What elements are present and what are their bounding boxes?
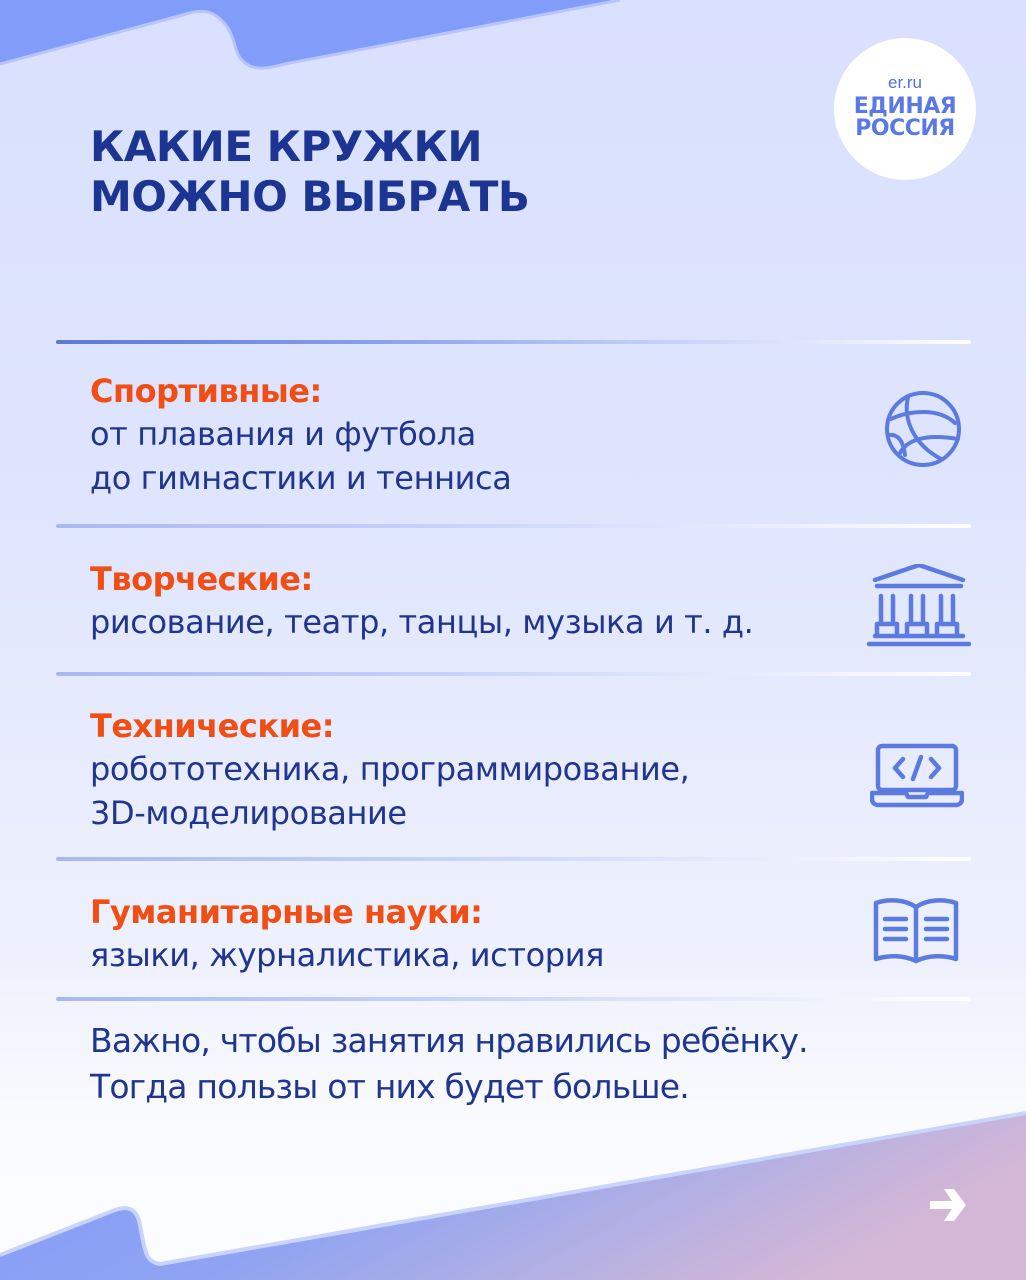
category-sports: [90, 370, 846, 500]
next-slide-button[interactable]: [928, 1185, 972, 1225]
title-line2: МОЖНО ВЫБРАТЬ: [90, 172, 530, 221]
category-heading: Гуманитарные науки:: [90, 893, 483, 931]
category-heading: Спортивные:: [90, 372, 322, 410]
divider: [56, 524, 971, 528]
divider: [56, 857, 971, 861]
category-heading: Технические:: [90, 707, 334, 745]
title-line1: КАКИЕ КРУЖКИ: [90, 122, 483, 171]
logo-name-line1: ЕДИНАЯ: [853, 93, 957, 119]
category-technical: [90, 705, 846, 835]
description-line: робототехника, программирование,: [90, 750, 690, 788]
description-line: рисование, театр, танцы, музыка и т. д.: [90, 603, 754, 641]
description-line: языки, журналистика, история: [90, 936, 604, 974]
category-description: [90, 412, 846, 500]
open-book-icon: [872, 895, 960, 965]
category-description: [90, 600, 846, 644]
category-creative: [90, 558, 846, 644]
category-heading: Творческие:: [90, 560, 313, 598]
arrow-right-icon: [928, 1185, 972, 1225]
basketball-icon: [883, 389, 963, 469]
logo-name: [853, 93, 957, 141]
theater-building-icon: [867, 564, 971, 650]
closing-note: [90, 1018, 808, 1110]
description-line: от плавания и футбола: [90, 415, 476, 453]
laptop-code-icon: [870, 743, 964, 809]
description-line: до гимнастики и тенниса: [90, 459, 512, 497]
divider: [56, 340, 971, 344]
category-description: [90, 747, 846, 835]
logo-name-line2: РОССИЯ: [855, 115, 955, 141]
category-description: [90, 933, 846, 977]
note-line1: Важно, чтобы занятия нравились ребёнку.: [90, 1021, 808, 1060]
page-title: [90, 122, 529, 222]
party-logo: [834, 38, 976, 180]
divider: [56, 997, 971, 1001]
divider: [56, 672, 971, 676]
description-line: 3D-моделирование: [90, 794, 407, 832]
logo-url: er.ru: [887, 72, 923, 92]
note-line2: Тогда пользы от них будет больше.: [90, 1067, 689, 1106]
category-humanities: [90, 891, 846, 977]
